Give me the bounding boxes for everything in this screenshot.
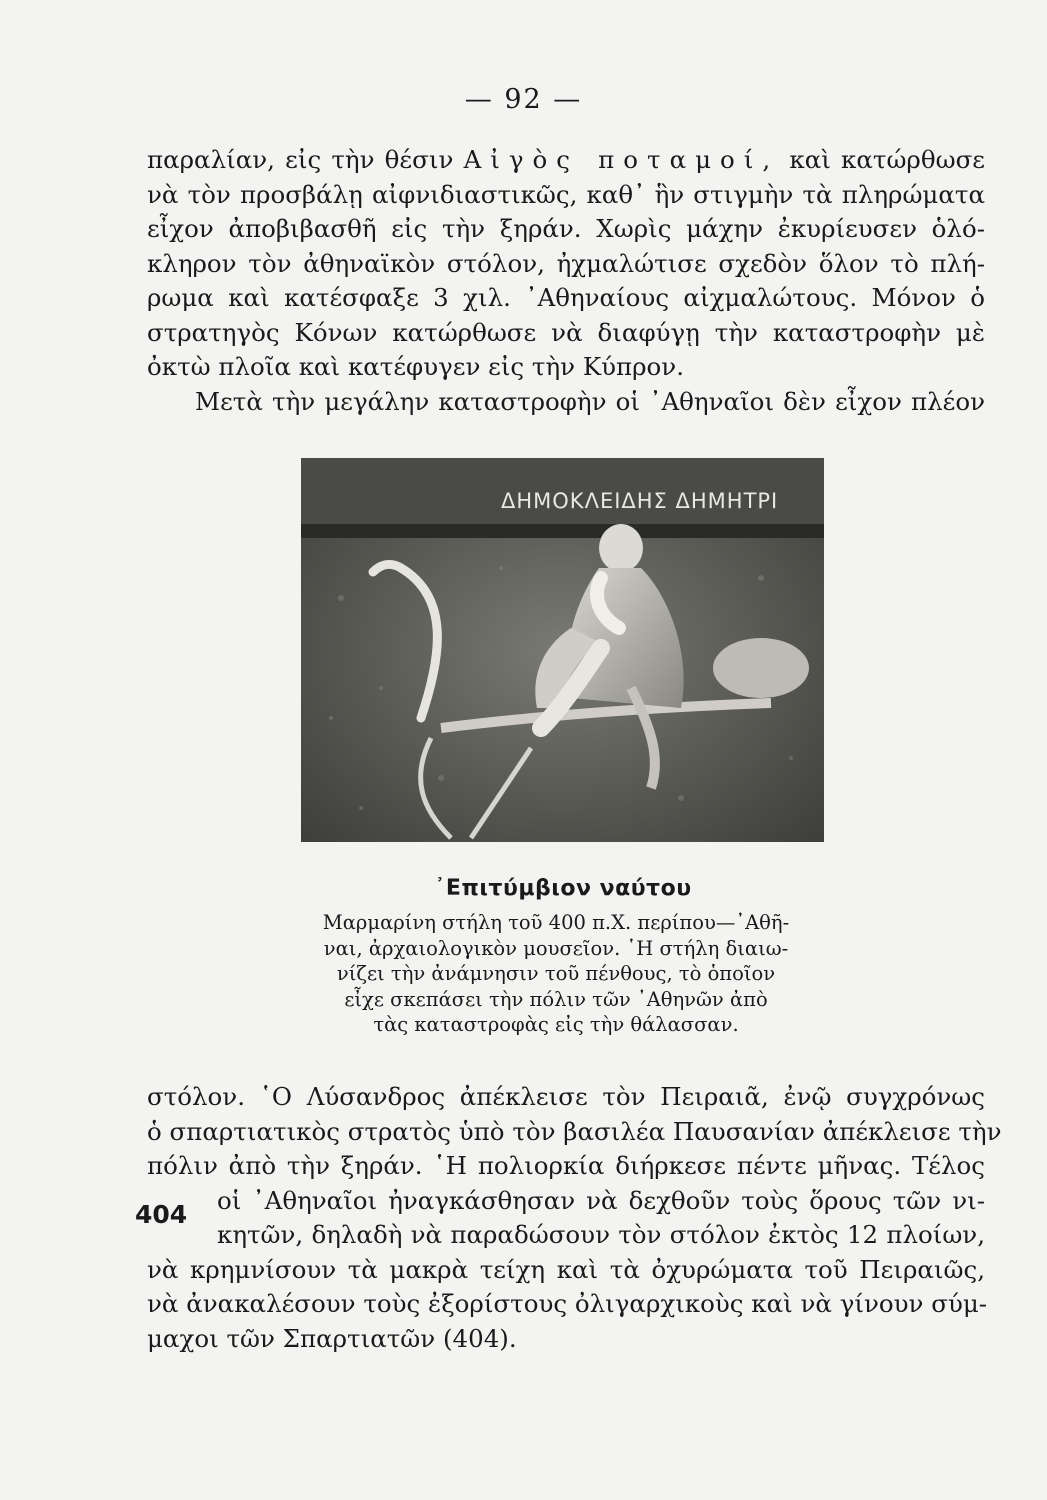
figure-caption-title: ᾿Επιτύμβιον ναύτου <box>434 876 692 901</box>
caption-line: εἶχε σκεπάσει τὴν πόλιν τῶν ᾿Αθηνῶν ἀπὸ <box>344 987 768 1011</box>
text-line: εἶχον ἀποβιβασθῆ εἰς τὴν ξηράν. Χωρὶς μάχην ἐκυρίευσεν ὁλό- <box>147 214 985 243</box>
text-line: κητῶν, δηλαδὴ νὰ παραδώσουν τὸν στόλον ἐκτὸς 12 πλοίων, <box>217 1220 985 1249</box>
text-line: ρωμα καὶ κατέσφαξε 3 χιλ. ᾿Αθηναίους αἰχμαλώτους. Μόνον ὁ <box>147 283 985 312</box>
caption-line: Μαρμαρίνη στήλη τοῦ 400 π.Χ. περίπου—᾿Αθῆ- <box>322 911 790 934</box>
figure-caption <box>281 910 831 1038</box>
text-line: στόλον. ῾Ο Λύσανδρος ἀπέκλεισε τὸν Πειραιᾶ, ἐνῷ συγχρόνως <box>147 1082 985 1111</box>
text-line: Μετὰ τὴν μεγάλην καταστροφὴν οἱ ᾿Αθηναῖοι δὲν εἶχον πλέον <box>195 386 985 416</box>
stele-inscription: ΔΗΜΟΚΛΕΙΔΗΣ ΔΗΜΗΤΡΙ <box>501 489 779 513</box>
page-number: — 92 — <box>464 84 583 115</box>
text-line: νὰ κρημνίσουν τὰ μακρὰ τείχη καὶ τὰ ὀχυρώματα τοῦ Πειραιῶς, <box>147 1254 985 1284</box>
text-line: ὁ σπαρτιατικὸς στρατὸς ὑπὸ τὸν βασιλέα Παυσανίαν ἀπέκλεισε τὴν <box>147 1116 1002 1146</box>
place-name: Αἰγὸς ποταμοί, <box>463 145 780 174</box>
margin-year: 404 <box>135 1200 188 1229</box>
text-line: οἱ ᾿Αθηναῖοι ἠναγκάσθησαν νὰ δεχθοῦν τοὺς ὅρους τῶν νι- <box>217 1185 985 1215</box>
text-line: νὰ ἀνακαλέσουν τοὺς ἐξορίστους ὀλιγαρχικοὺς καὶ νὰ γίνουν σύμ- <box>147 1289 988 1318</box>
stele-photograph <box>301 458 824 842</box>
text-line: μαχοι τῶν Σπαρτιατῶν (404). <box>147 1323 517 1353</box>
text-line: νὰ τὸν προσβάλῃ αἰφνιδιαστικῶς, καθ᾽ ἣν στιγμὴν τὰ πληρώματα <box>147 179 985 209</box>
caption-line: νίζει τὴν ἀνάμνησιν τοῦ πένθους, τὸ ὁποῖον <box>336 962 776 985</box>
text-line: στρατηγὸς Κόνων κατώρθωσε νὰ διαφύγῃ τὴν καταστροφὴν μὲ <box>147 317 985 347</box>
text-line: ὀκτὼ πλοῖα καὶ κατέφυγεν εἰς τὴν Κύπρον. <box>147 352 684 381</box>
caption-line: τὰς καταστροφὰς εἰς τὴν θάλασσαν. <box>373 1013 739 1036</box>
caption-line: ναι, ἀρχαιολογικὸν μουσεῖον. ῾Η στήλη διαιω- <box>323 936 789 960</box>
text-line: κληρον τὸν ἀθηναϊκὸν στόλον, ἠχμαλώτισε σχεδὸν ὅλον τὸ πλή- <box>147 248 985 278</box>
text-line: παραλίαν, εἰς τὴν θέσιν Αἰγὸς ποταμοί, καὶ κατώρθωσε <box>147 145 985 174</box>
top-paragraph <box>147 143 985 419</box>
text-line: πόλιν ἀπὸ τὴν ξηράν. ῾Η πολιορκία διήρκεσε πέντε μῆνας. Τέλος <box>147 1151 985 1180</box>
bottom-paragraph <box>147 1080 1002 1356</box>
